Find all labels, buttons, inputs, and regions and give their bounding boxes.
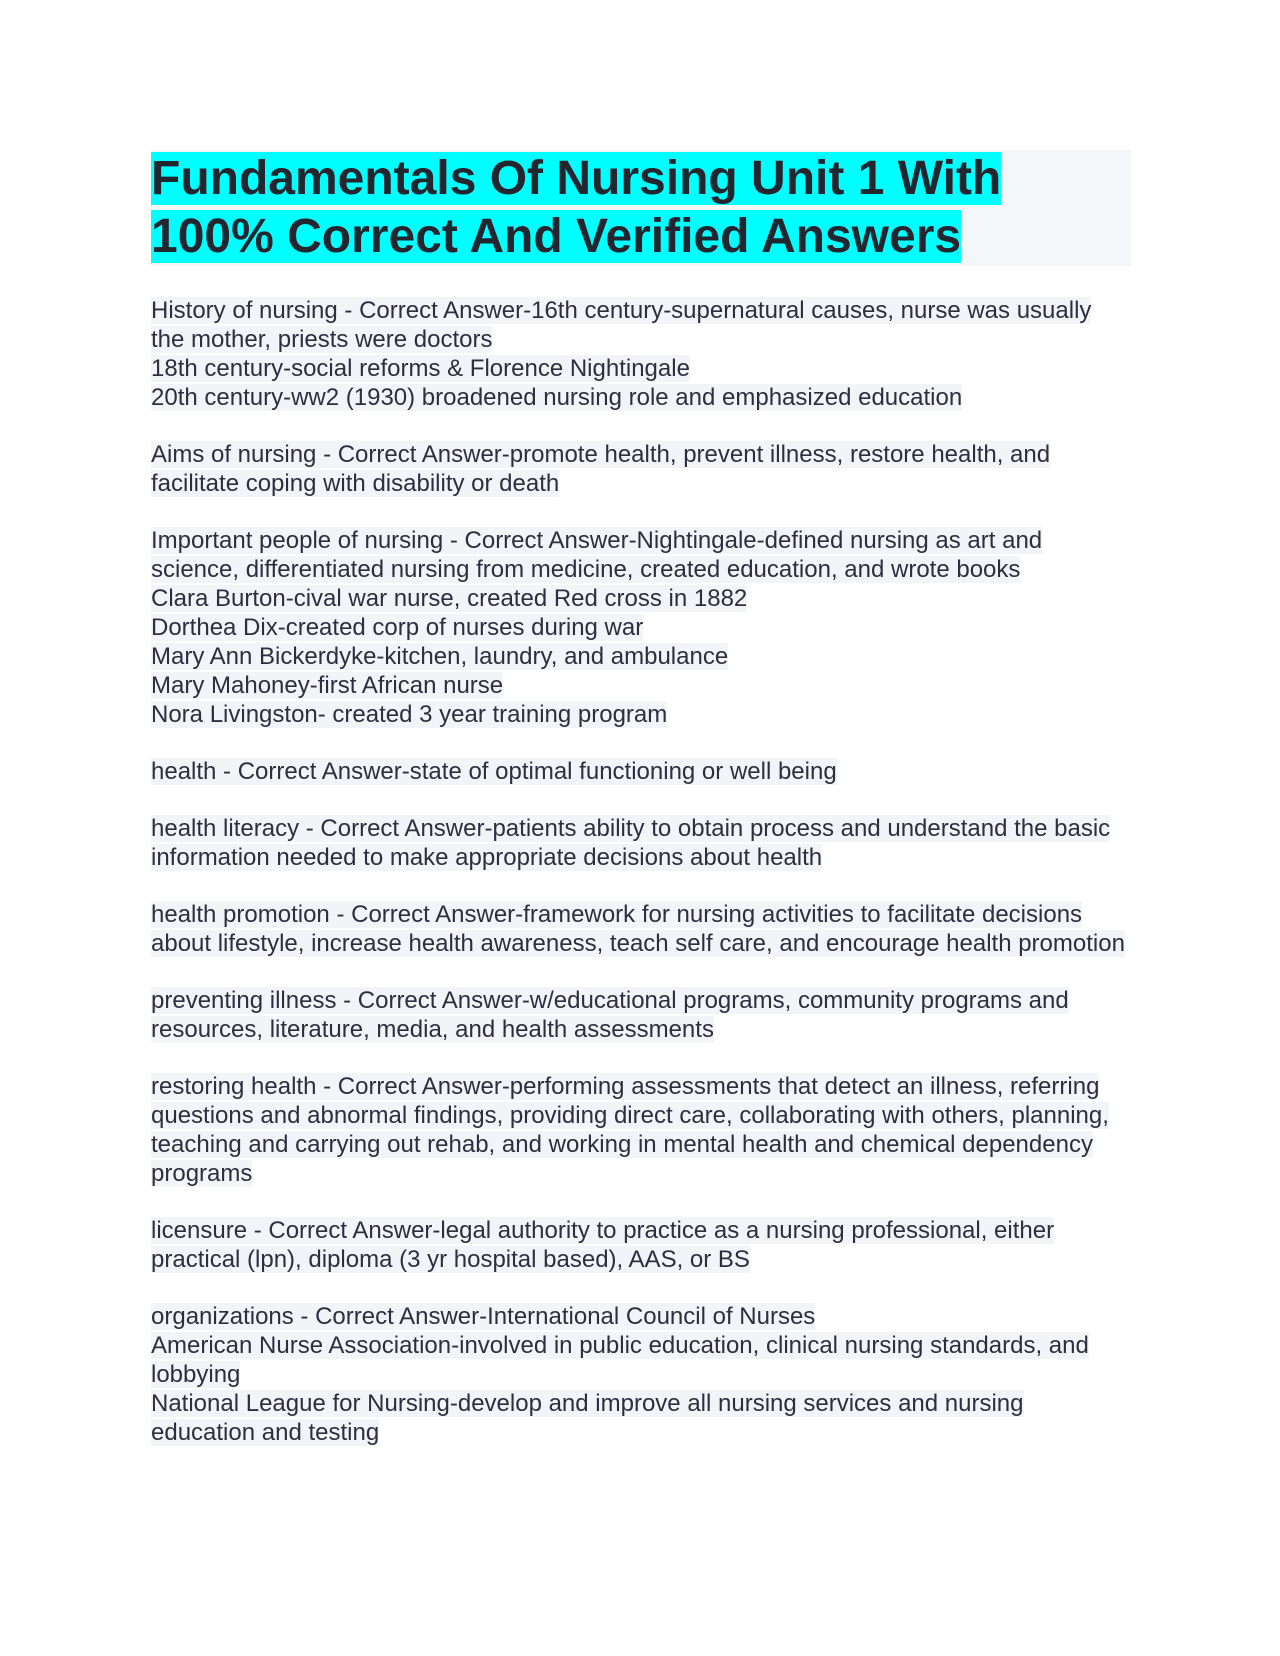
qa-entry-health-literacy [151,814,1131,872]
entry-line: health - Correct Answer-state of optimal functioning or well being [151,758,837,785]
qa-entry-preventing-illness [151,986,1131,1044]
entry-line: health literacy - Correct Answer-patients ability to obtain process and understand the basic information needed to make appropriate decisions about health [151,815,1111,871]
title-block [151,150,1131,266]
qa-entry-history [151,296,1131,412]
qa-list [151,296,1131,1447]
entry-line: preventing illness - Correct Answer-w/educational programs, community programs and resources, literature, media, and health assessments [151,987,1069,1043]
qa-entry-organizations [151,1302,1131,1447]
entry-line: licensure - Correct Answer-legal authority to practice as a nursing professional, either practical (lpn), diploma (3 yr hospital based), AAS, or BS [151,1217,1055,1273]
entry-line: Important people of nursing - Correct Answer-Nightingale-defined nursing as art and science, differentiated nursing from medicine, created education, and wrote books [151,527,1043,583]
entry-line: Dorthea Dix-created corp of nurses during war [151,614,644,641]
entry-line: restoring health - Correct Answer-performing assessments that detect an illness, referring questions and abnormal findings, providing direct care, collaborating with others, planning, teaching and carrying out rehab, and working in mental health and chemical dependency programs [151,1073,1109,1187]
qa-entry-health [151,757,1131,786]
entry-line: 18th century-social reforms & Florence Nightingale [151,355,690,382]
qa-entry-licensure [151,1216,1131,1274]
entry-line: organizations - Correct Answer-International Council of Nurses [151,1303,816,1330]
entry-line: History of nursing - Correct Answer-16th century-supernatural causes, nurse was usually the mother, priests were doctors [151,297,1092,353]
document-page [151,150,1131,1475]
qa-entry-restoring-health [151,1072,1131,1188]
entry-line: Nora Livingston- created 3 year training program [151,701,668,728]
qa-entry-aims [151,440,1131,498]
document-title [151,150,1131,266]
qa-entry-health-promotion [151,900,1131,958]
entry-line: 20th century-ww2 (1930) broadened nursing role and emphasized education [151,384,963,411]
qa-entry-important-people [151,526,1131,729]
entry-line: Mary Ann Bickerdyke-kitchen, laundry, and ambulance [151,643,729,670]
entry-line: American Nurse Association-involved in public education, clinical nursing standards, and lobbying [151,1332,1089,1388]
entry-line: health promotion - Correct Answer-framework for nursing activities to facilitate decisions about lifestyle, increase health awareness, teach self care, and encourage health promotion [151,901,1125,957]
entry-line: Aims of nursing - Correct Answer-promote health, prevent illness, restore health, and facilitate coping with disability or death [151,441,1051,497]
entry-line: Clara Burton-cival war nurse, created Red cross in 1882 [151,585,748,612]
title-highlight: Fundamentals Of Nursing Unit 1 With 100% Correct And Verified Answers [151,152,1002,263]
entry-line: National League for Nursing-develop and improve all nursing services and nursing education and testing [151,1390,1024,1446]
entry-line: Mary Mahoney-first African nurse [151,672,504,699]
